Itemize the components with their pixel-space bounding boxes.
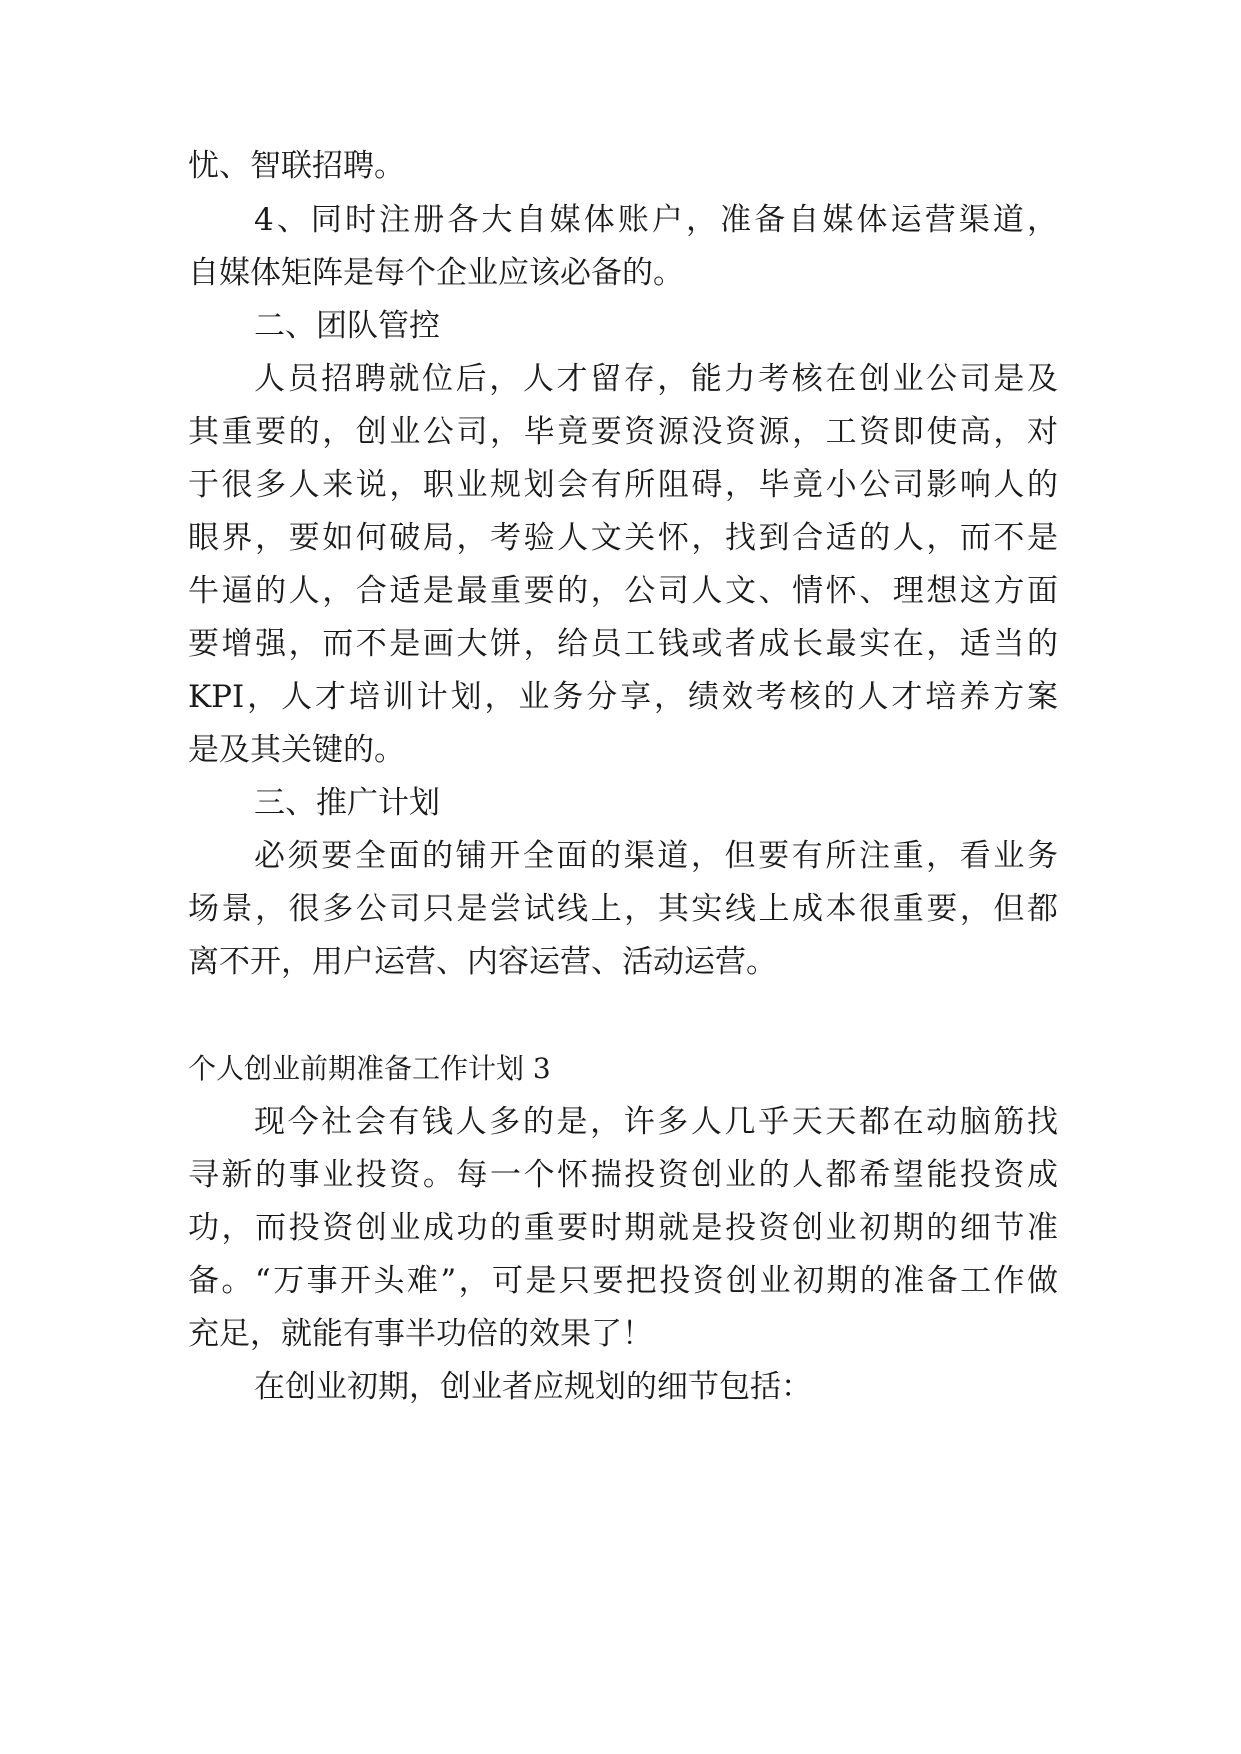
paragraph-line: 离不开，用户运营、内容运营、活动运营。: [188, 944, 777, 980]
section-heading: 三、推广计划: [254, 785, 440, 821]
paragraph-line: 功，而投资创业成功的重要时期就是投资创业初期的细节准: [188, 1210, 1058, 1246]
article-title: 个人创业前期准备工作计划 3: [188, 1052, 551, 1085]
paragraph-line: 4、同时注册各大自媒体账户，准备自媒体运营渠道，: [254, 202, 1058, 238]
paragraph-line: 在创业初期，创业者应规划的细节包括：: [254, 1369, 812, 1405]
paragraph-line: 于很多人来说，职业规划会有所阻碍，毕竟小公司影响人的: [188, 467, 1058, 503]
paragraph-line: 场景，很多公司只是尝试线上，其实线上成本很重要，但都: [188, 891, 1058, 927]
paragraph-line: 是及其关键的。: [188, 732, 405, 768]
paragraph-line: 忧、智联招聘。: [188, 148, 405, 184]
paragraph-line: 充足，就能有事半功倍的效果了！: [188, 1316, 653, 1352]
paragraph-line: 寻新的事业投资。每一个怀揣投资创业的人都希望能投资成: [188, 1157, 1058, 1193]
paragraph-line: KPI，人才培训计划，业务分享，绩效考核的人才培养方案: [188, 679, 1058, 715]
paragraph-line: 现今社会有钱人多的是，许多人几乎天天都在动脑筋找: [254, 1104, 1058, 1140]
paragraph-line: 自媒体矩阵是每个企业应该必备的。: [188, 255, 684, 291]
section-heading: 二、团队管控: [254, 308, 440, 344]
paragraph-line: 备。“万事开头难”，可是只要把投资创业初期的准备工作做: [188, 1263, 1058, 1299]
paragraph-line: 眼界，要如何破局，考验人文关怀，找到合适的人，而不是: [188, 520, 1058, 556]
paragraph-line: 牛逼的人，合适是最重要的，公司人文、情怀、理想这方面: [188, 573, 1058, 609]
document-page: [188, 0, 1058, 1754]
paragraph-line: 必须要全面的铺开全面的渠道，但要有所注重，看业务: [254, 838, 1058, 874]
paragraph-line: 要增强，而不是画大饼，给员工钱或者成长最实在，适当的: [188, 626, 1058, 662]
paragraph-line: 人员招聘就位后，人才留存，能力考核在创业公司是及: [254, 361, 1058, 397]
paragraph-line: 其重要的，创业公司，毕竟要资源没资源，工资即使高，对: [188, 414, 1058, 450]
